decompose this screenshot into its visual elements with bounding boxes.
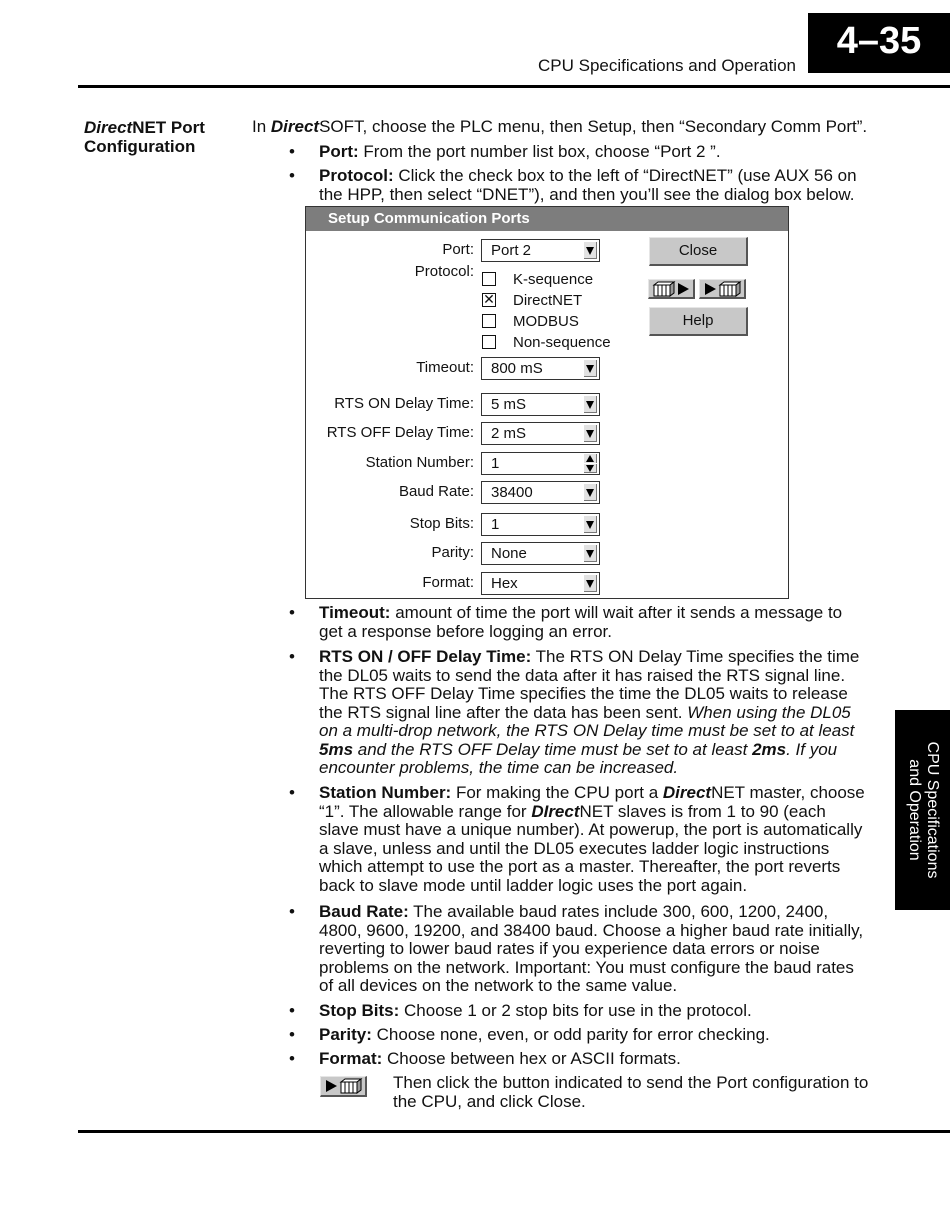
chevron-down-icon[interactable] [584, 545, 597, 562]
rts-off-label: RTS OFF Delay Time: [326, 424, 474, 441]
bullet-port: • Port: From the port number list box, choose “Port 2 ”. [319, 143, 869, 162]
chevron-down-icon[interactable] [584, 360, 597, 377]
bullet-baud-rate: • Baud Rate: The available baud rates include 300, 600, 1200, 2400, 4800, 9600, 19200, and 38400 baud. Choose a higher baud rate initially, reverting to lower baud rates if you experience data errors or noise problems on the network. Important: You must configure the baud rates of all devices on the network to the same value. [319, 903, 869, 996]
timeout-label: Timeout: [416, 359, 474, 376]
close-button[interactable]: Close [649, 237, 748, 266]
chevron-down-icon[interactable] [584, 575, 597, 592]
side-chapter-tab [895, 710, 950, 910]
chevron-down-icon[interactable] [584, 242, 597, 259]
timeout-select[interactable]: 800 mS [481, 357, 600, 380]
station-number-label: Station Number: [365, 454, 474, 471]
checkbox-checked-icon[interactable]: ✕ [483, 291, 495, 307]
checkbox-icon[interactable] [482, 272, 496, 286]
help-button[interactable]: Help [649, 307, 748, 336]
protocol-label: Protocol: [414, 263, 474, 280]
rts-on-delay-select[interactable]: 5 mS [481, 393, 600, 416]
spin-up-icon[interactable] [584, 454, 597, 463]
bullet-stop-bits: • Stop Bits: Choose 1 or 2 stop bits for use in the protocol. [319, 1002, 869, 1021]
write-to-cpu-button-illustration [320, 1076, 367, 1097]
running-head: CPU Specifications and Operation [538, 56, 796, 75]
baud-rate-select[interactable]: 38400 [481, 481, 600, 504]
write-to-cpu-button[interactable] [699, 279, 746, 299]
chevron-down-icon[interactable] [584, 484, 597, 501]
intro-paragraph: In DirectSOFT, choose the PLC menu, then Setup, then “Secondary Comm Port”. [252, 117, 868, 136]
side-tab-line2: and Operation [905, 759, 923, 861]
baud-rate-label: Baud Rate: [398, 483, 474, 500]
port-select[interactable]: Port 2 [481, 239, 600, 262]
parity-select[interactable]: None [481, 542, 600, 565]
bullet-rts-delay: • RTS ON / OFF Delay Time: The RTS ON Delay Time specifies the time the DL05 waits to send the data after it has raised the RTS signal line. The RTS OFF Delay Time specifies the time the DL05 waits to release the RTS signal line after the data has been sent. When using the DL05 on a multi-drop network, the RTS ON Delay time must be set to at least 5ms and the RTS OFF Delay time must be set to at least 2ms. If you encounter problems, the time can be increased. [319, 648, 869, 778]
port-label: Port: [442, 241, 474, 258]
section-heading: DirectNET Port Configuration [84, 118, 205, 156]
chevron-down-icon[interactable] [584, 396, 597, 413]
chevron-down-icon[interactable] [584, 425, 597, 442]
bullet-timeout: • Timeout: amount of time the port will wait after it sends a message to get a response before logging an error. [319, 604, 869, 641]
rts-off-delay-select[interactable]: 2 mS [481, 422, 600, 445]
cpu-to-pc-icon [652, 281, 692, 297]
stop-bits-select[interactable]: 1 [481, 513, 600, 536]
format-select[interactable]: Hex [481, 572, 600, 595]
stop-bits-label: Stop Bits: [409, 515, 474, 532]
setup-communication-ports-dialog: Setup Communication Ports Port: Port 2 Protocol: K-sequence ✕ DirectNET MODBUS Non-sequence Timeout: 800 mS RTS ON Delay Time: 5 mS RTS OFF Delay Time: 2 mS Station Number: 1 Baud Rate: 38400 Stop Bits: 1 Parity: None Format: Hex Close Help [305, 206, 789, 599]
bullet-format: • Format: Choose between hex or ASCII formats. [319, 1050, 869, 1069]
page-number: 4–35 [836, 20, 922, 62]
bottom-rule [78, 1130, 950, 1133]
side-tab-line1: CPU Specifications [923, 741, 941, 879]
top-rule [78, 85, 950, 88]
format-label: Format: [422, 574, 474, 591]
send-config-note: Then click the button indicated to send the Port configuration to the CPU, and click Close. [393, 1073, 869, 1111]
dialog-title-bar: Setup Communication Ports [306, 207, 788, 231]
pc-to-cpu-icon [324, 1078, 364, 1094]
heading-brand: Direct [84, 118, 133, 137]
bullet-parity: • Parity: Choose none, even, or odd parity for error checking. [319, 1026, 869, 1045]
parity-label: Parity: [431, 544, 474, 561]
rts-on-label: RTS ON Delay Time: [334, 395, 474, 412]
checkbox-icon[interactable] [482, 335, 496, 349]
page-number-tab [808, 13, 950, 73]
chevron-down-icon[interactable] [584, 516, 597, 533]
bullet-protocol: • Protocol: Click the check box to the left of “DirectNET” (use AUX 56 on the HPP, then select “DNET”), and then you’ll see the dialog box below. [319, 167, 869, 204]
side-tab-text [905, 742, 941, 879]
bullet-station-number: • Station Number: For making the CPU port a DirectNET master, choose “1”. The allowable range for DIrectNET slaves is from 1 to 90 (each slave must have a unique number). At powerup, the port is automatically a slave, unless and until the DL05 executes ladder logic instructions which attempt to use the port as a master. Thereafter, the port reverts back to slave mode until ladder logic uses the port again. [319, 784, 869, 895]
station-number-spinner[interactable]: 1 [481, 452, 600, 475]
checkbox-icon[interactable] [482, 314, 496, 328]
spin-down-icon[interactable] [584, 464, 597, 473]
pc-to-cpu-icon [703, 281, 743, 297]
read-from-cpu-button[interactable] [648, 279, 695, 299]
